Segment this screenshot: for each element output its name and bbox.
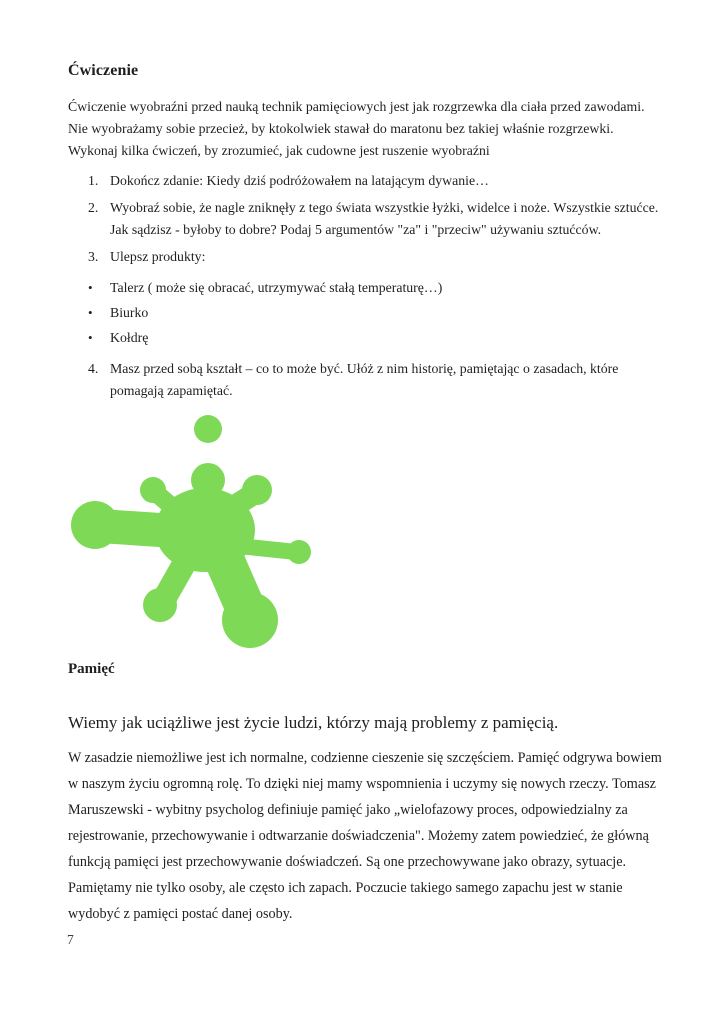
splat-svg xyxy=(60,400,360,660)
list-item-number: 4. xyxy=(88,361,99,376)
list-item-number: 2. xyxy=(88,200,99,215)
list-item-text: Ulepsz produkty: xyxy=(110,249,206,264)
page-number: 7 xyxy=(67,932,74,947)
exercise-section xyxy=(68,60,662,407)
exercise-numbered-list xyxy=(68,170,662,402)
bullet-item xyxy=(68,277,662,299)
list-item-number: 1. xyxy=(88,173,99,188)
bullet-glyph: • xyxy=(88,305,93,320)
exercise-bullet-list xyxy=(68,277,662,349)
green-splat-image xyxy=(60,400,360,660)
bullet-item-text: Biurko xyxy=(110,305,149,320)
bullet-item-text: Kołdrę xyxy=(110,330,149,345)
bullet-glyph: • xyxy=(88,280,93,295)
memory-subtitle: Wiemy jak uciążliwe jest życie ludzi, którzy mają problemy z pamięcią. xyxy=(68,713,559,732)
memory-section xyxy=(68,658,664,927)
splat-shape xyxy=(71,415,311,648)
bullet-item-text: Talerz ( może się obracać, utrzymywać stałą temperaturę…) xyxy=(110,280,443,295)
list-item-text: Wyobraź sobie, że nagle zniknęły z tego świata wszystkie łyżki, widelce i noże. Wszystkie sztućce. Jak sądzisz - byłoby to dobre? Podaj 5 argumentów "za" i "przeciw" używaniu sztućców. xyxy=(110,200,659,237)
bullet-glyph: • xyxy=(88,330,93,345)
list-item xyxy=(68,358,662,402)
exercise-intro-paragraph: Ćwiczenie wyobraźni przed nauką technik pamięciowych jest jak rozgrzewka dla ciała przed zawodami. Nie wyobrażamy sobie przecież, by ktokolwiek stawał do maratonu bez takiej właśnie rozgrzewki. Wykonaj kilka ćwiczeń, by zrozumieć, jak cudowne jest ruszenie wyobraźni xyxy=(68,99,645,158)
list-item-text: Masz przed sobą kształt – co to może być. Ułóż z nim historię, pamiętając o zasadach, które pomagają zapamiętać. xyxy=(110,361,619,398)
list-item-number: 3. xyxy=(88,249,99,264)
bullet-item xyxy=(68,302,662,324)
list-item-text: Dokończ zdanie: Kiedy dziś podróżowałem na latającym dywanie… xyxy=(110,173,489,188)
list-item xyxy=(68,197,662,241)
list-item xyxy=(68,246,662,268)
memory-body-paragraph: W zasadzie niemożliwe jest ich normalne, codzienne cieszenie się szczęściem. Pamięć odgrywa bowiem w naszym życiu ogromną rolę. To dzięki niej mamy wspomnienia i uczymy się nowych rzeczy. Tomasz Maruszewski - wybitny psycholog definiuje pamięć jako „wielofazowy proces, odpowiedzialny za rejestrowanie, przechowywanie i odtwarzanie doświadczenia". Możemy zatem powiedzieć, że główną funkcją pamięci jest przechowywanie doświadczeń. Są one przechowywane jako obrazy, sytuacje. Pamiętamy nie tylko osoby, ale często ich zapach. Poczucie takiego samego zapachu jest w stanie wydobyć z pamięci postać danej osoby. xyxy=(68,750,662,922)
memory-heading: Pamięć xyxy=(68,661,115,677)
bullet-item xyxy=(68,327,662,349)
list-item xyxy=(68,170,662,192)
exercise-heading: Ćwiczenie xyxy=(68,62,139,79)
